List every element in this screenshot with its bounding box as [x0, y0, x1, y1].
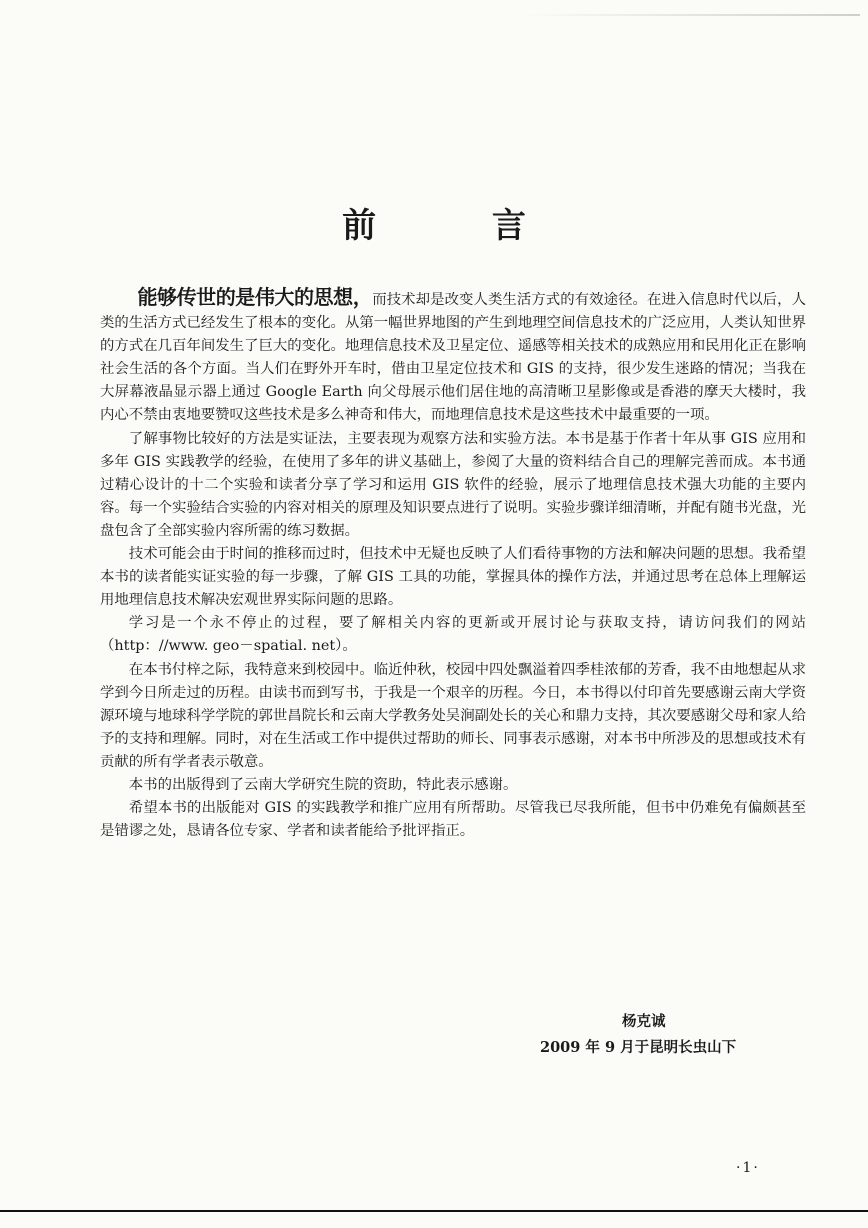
page-number: ·1· — [736, 1160, 760, 1176]
paragraph-6: 本书的出版得到了云南大学研究生院的资助，特此表示感谢。 — [128, 776, 518, 793]
scan-edge-line — [520, 14, 860, 16]
signature-date: 2009 年 9 月于昆明长虫山下 — [540, 1039, 737, 1056]
paragraph-5: 在本书付梓之际，我特意来到校园中。临近仲秋，校园中四处飘溢着四季桂浓郁的芳香，我不由地想起从求学到今日所走过的历程。由读书而到写书，于我是一个艰辛的历程。今日，本书得以付印首先要感谢云南大学资源环境与地球科学学院的郭世昌院长和云南大学教务处吴涧副处长的关心和鼎力支持，其次要感谢父母和家人给予的支持和理解。同时，对在生活或工作中提供过帮助的师长、同事表示感谢，对本书中所涉及的思想或技术有贡献的所有学者表示敬意。 — [100, 661, 806, 770]
preface-body — [100, 286, 806, 843]
paragraph-7: 希望本书的出版能对 GIS 的实践教学和推广应用有所帮助。尽管我已尽我所能，但书中仍难免有偏颇甚至是错谬之处，恳请各位专家、学者和读者能给予批评指正。 — [100, 800, 806, 840]
paragraph-4: 学习是一个永不停止的过程，要了解相关内容的更新或开展讨论与获取支持，请访问我们的网站（http：//www. geo－spatial. net）。 — [100, 615, 806, 655]
page-title: 前 言 — [342, 206, 578, 246]
paragraph-2: 了解事物比较好的方法是实证法，主要表现为观察方法和实验方法。本书是基于作者十年从事 GIS 应用和多年 GIS 实践教学的经验，在使用了多年的讲义基础上，参阅了大量的资料结合自己的理解完善而成。本书通过精心设计的十二个实验和读者分享了学习和运用 GIS 软件的经验，展示了地理信息技术强大功能的主要内容。每一个实验结合实验的内容对相关的原理及知识要点进行了说明。实验步骤详细清晰，并配有随书光盘，光盘包含了全部实验内容所需的练习数据。 — [100, 430, 806, 539]
paragraph-text: 而技术却是改变人类生活方式的有效途径。在进入信息时代以后，人类的生活方式已经发生了根本的变化。从第一幅世界地图的产生到地理空间信息技术的广泛应用，人类认知世界的方式在几百年间发生了巨大的变化。地理信息技术及卫星定位、遥感等相关技术的成熟应用和民用化正在影响社会生活的各个方面。当人们在野外开车时，借由卫星定位技术和 GIS 的支持，很少发生迷路的情况；当我在大屏幕液晶显示器上通过 Google Earth 向父母展示他们居住地的高清晰卫星影像或是香港的摩天大楼时，我内心不禁由衷地要赞叹这些技术是多么神奇和伟大，而地理信息技术是这些技术中最重要的一项。 — [100, 292, 806, 424]
author-name: 杨克诚 — [622, 1013, 666, 1030]
paragraph-lead: 能够传世的是伟大的思想， — [137, 285, 373, 309]
paragraph-1 — [100, 286, 806, 428]
page-bottom-rule — [0, 1210, 868, 1212]
paragraph-3: 技术可能会由于时间的推移而过时，但技术中无疑也反映了人们看待事物的方法和解决问题的思想。我希望本书的读者能实证实验的每一步骤，了解 GIS 工具的功能，掌握具体的操作方法，并通过思考在总体上理解运用地理信息技术解决宏观世界实际问题的思路。 — [100, 546, 806, 609]
